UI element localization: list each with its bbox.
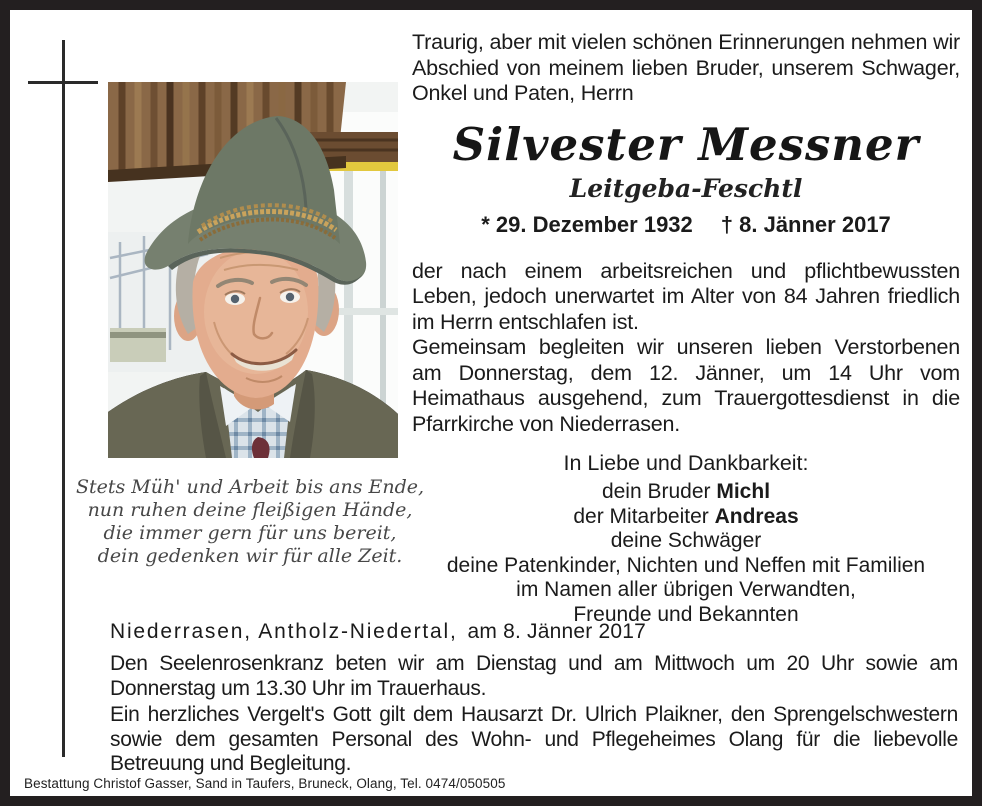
mourner-line: dein Bruder Michl: [601, 480, 771, 503]
poem-line: nun ruhen deine fleißigen Hände,: [87, 499, 413, 521]
birth-date: * 29. Dezember 1932: [481, 211, 693, 237]
poem-line: dein gedenken wir für alle Zeit.: [97, 545, 403, 567]
place-names: Niederrasen, Antholz-Niedertal,: [110, 620, 458, 643]
portrait-photo: [108, 82, 398, 458]
mourner-line: deine Schwäger: [610, 529, 762, 552]
death-date: † 8. Jänner 2017: [720, 211, 891, 237]
thanks-paragraph: Ein herzliches Vergelt's Gott gilt dem Hausarzt Dr. Ulrich Plaikner, den Sprengelschwestern sowie dem gesamten Personal des Wohn- und Pflegeheimes Olang für die liebevolle Betreuung und Begleitung.: [110, 703, 958, 776]
place-date-line: [110, 619, 958, 645]
memorial-cross-horizontal-beam: [28, 81, 98, 84]
intro-paragraph: Traurig, aber mit vielen schönen Erinnerungen nehmen wir Abschied von meinem lieben Bruder, unserem Schwager, Onkel und Paten, Herrn: [412, 30, 960, 105]
funeral-home-footer: Bestattung Christof Gasser, Sand in Taufers, Bruneck, Olang, Tel. 0474/050505: [24, 776, 506, 791]
tribute-heading: In Liebe und Dankbarkeit:: [563, 451, 809, 475]
poem-line: die immer gern für uns bereit,: [103, 522, 397, 544]
life-dates: [412, 212, 960, 238]
deceased-nickname: Leitgeba-Feschtl: [569, 173, 803, 203]
deceased-name: Silvester Messner: [452, 117, 920, 171]
memorial-poem: [74, 476, 426, 568]
portrait-photo-illustration: [108, 82, 398, 458]
funeral-paragraph: Gemeinsam begleiten wir unseren lieben Verstorbenen am Donnerstag, dem 12. Jänner, um 14 Uhr vom Heimathaus ausgehend, zum Trauergottesdienst in die Pfarrkirche von Niederrasen.: [412, 335, 960, 436]
mourner-line: im Namen aller übrigen Verwandten,: [516, 578, 856, 601]
life-paragraph: der nach einem arbeitsreichen und pflichtbewussten Leben, jedoch unerwartet im Alter von 84 Jahren friedlich im Herrn entschlafen ist.: [412, 258, 960, 334]
mourners-list: [412, 480, 960, 627]
memorial-cross-vertical-beam: [62, 40, 65, 757]
announcement-date: am 8. Jänner 2017: [467, 620, 646, 643]
mourner-line: der Mitarbeiter Andreas: [573, 504, 799, 528]
closing-block: [110, 619, 958, 777]
poem-line: Stets Müh' und Arbeit bis ans Ende,: [75, 476, 425, 498]
announcement-column: [412, 30, 960, 627]
obituary-card: [10, 10, 972, 796]
mourner-line: deine Patenkinder, Nichten und Neffen mit Familien: [446, 553, 926, 577]
rosary-paragraph: Den Seelenrosenkranz beten wir am Dienstag und am Mittwoch um 20 Uhr sowie am Donnerstag um 13.30 Uhr im Trauerhaus.: [110, 652, 958, 700]
mourner-line: Freunde und Bekannten: [573, 602, 799, 626]
